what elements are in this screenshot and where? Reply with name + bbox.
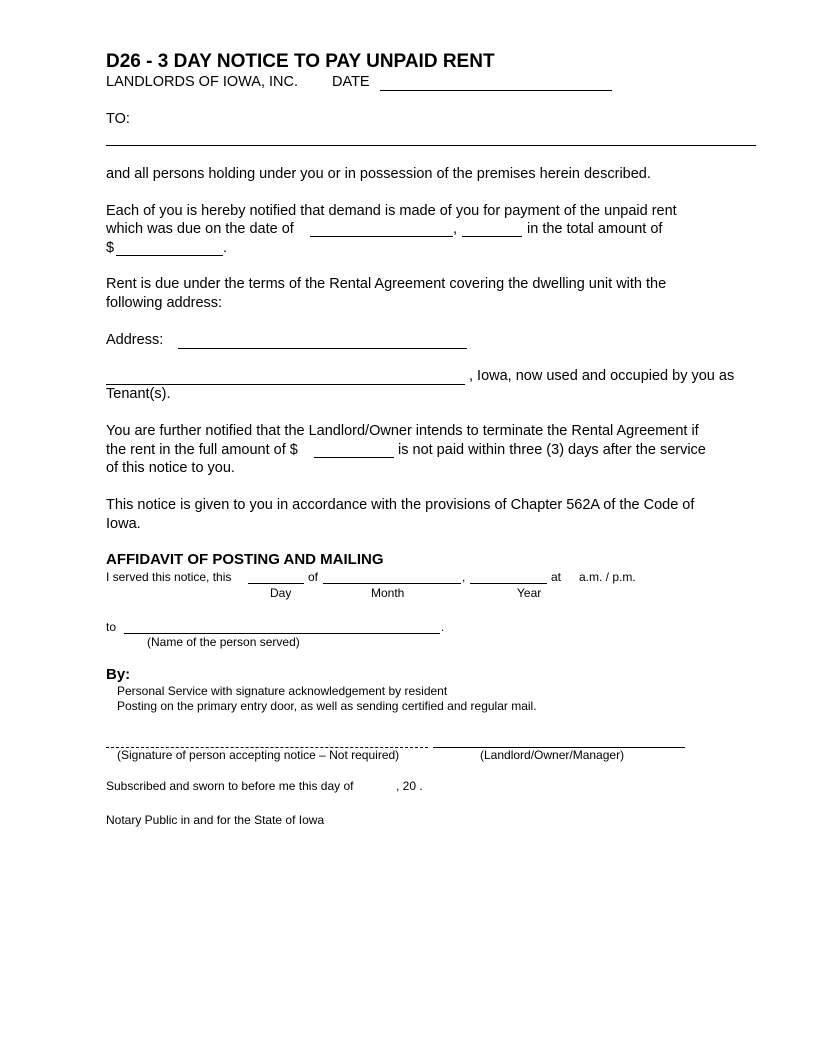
by-heading: By: (106, 666, 131, 683)
terminate-line-2b: is not paid within three (3) days after the service (398, 442, 706, 458)
due-year-field[interactable] (462, 236, 522, 237)
notary-text: Notary Public in and for the State of Iowa (106, 813, 325, 827)
full-amount-field[interactable] (314, 457, 394, 458)
name-caption: (Name of the person served) (147, 635, 300, 649)
served-day-field[interactable] (248, 583, 304, 584)
occupied-line-2: Tenant(s). (106, 386, 171, 402)
served-month-field[interactable] (323, 583, 461, 584)
service-option-posting[interactable]: Posting on the primary entry door, as well as sending certified and regular mail. (117, 699, 537, 713)
day-caption: Day (270, 586, 292, 600)
demand-line-1: Each of you is hereby notified that demand is made of you for payment of the unpaid rent (106, 203, 677, 219)
served-to-period: . (441, 620, 445, 634)
to-label: TO: (106, 111, 130, 127)
year-caption: Year (517, 586, 542, 600)
demand-comma: , (453, 221, 458, 237)
dollar-sign: $ (106, 240, 115, 256)
served-year-field[interactable] (470, 583, 547, 584)
address-field[interactable] (178, 348, 467, 349)
am-pm-label: a.m. / p.m. (579, 570, 636, 584)
month-caption: Month (371, 586, 405, 600)
tenant-signature-caption: (Signature of person accepting notice – Not required) (117, 748, 400, 762)
person-served-field[interactable] (124, 633, 440, 634)
served-text: I served this notice, this (106, 570, 232, 584)
document-title: D26 - 3 DAY NOTICE TO PAY UNPAID RENT (106, 51, 495, 72)
recipient-field[interactable] (106, 145, 756, 146)
landlord-signature-caption: (Landlord/Owner/Manager) (480, 748, 625, 762)
occupied-line-1: , Iowa, now used and occupied by you as (469, 368, 735, 384)
persons-paragraph: and all persons holding under you or in possession of the premises herein described. (106, 166, 651, 182)
subscribed-text: Subscribed and sworn to before me this day of (106, 779, 354, 793)
address-label: Address: (106, 332, 164, 348)
total-amount-field[interactable] (116, 255, 223, 256)
demand-line-2b: in the total amount of (527, 221, 663, 237)
service-option-personal[interactable]: Personal Service with signature acknowledgement by resident (117, 684, 448, 698)
rent-terms-line-2: following address: (106, 295, 223, 311)
demand-line-2a: which was due on the date of (106, 221, 294, 237)
due-date-field[interactable] (310, 236, 453, 237)
affidavit-heading: AFFIDAVIT OF POSTING AND MAILING (106, 551, 384, 568)
chapter-line-2: Iowa. (106, 516, 141, 532)
served-comma: , (462, 570, 466, 584)
date-label: DATE (332, 74, 370, 90)
terminate-line-2a: the rent in the full amount of $ (106, 442, 298, 458)
landlord-name: LANDLORDS OF IOWA, INC. (106, 74, 299, 90)
served-at: at (551, 570, 562, 584)
served-of: of (308, 570, 319, 584)
date-field[interactable] (380, 90, 612, 91)
amount-period: . (223, 240, 228, 256)
chapter-line-1: This notice is given to you in accordance with the provisions of Chapter 562A of the Code of (106, 497, 695, 513)
rent-terms-line-1: Rent is due under the terms of the Rental Agreement covering the dwelling unit with the (106, 276, 667, 292)
address-city-field[interactable] (106, 384, 465, 385)
terminate-line-3: of this notice to you. (106, 460, 235, 476)
terminate-line-1: You are further notified that the Landlord/Owner intends to terminate the Rental Agreement if (106, 423, 699, 439)
served-to-label: to (106, 620, 117, 634)
subscribed-year: , 20 . (396, 779, 423, 793)
